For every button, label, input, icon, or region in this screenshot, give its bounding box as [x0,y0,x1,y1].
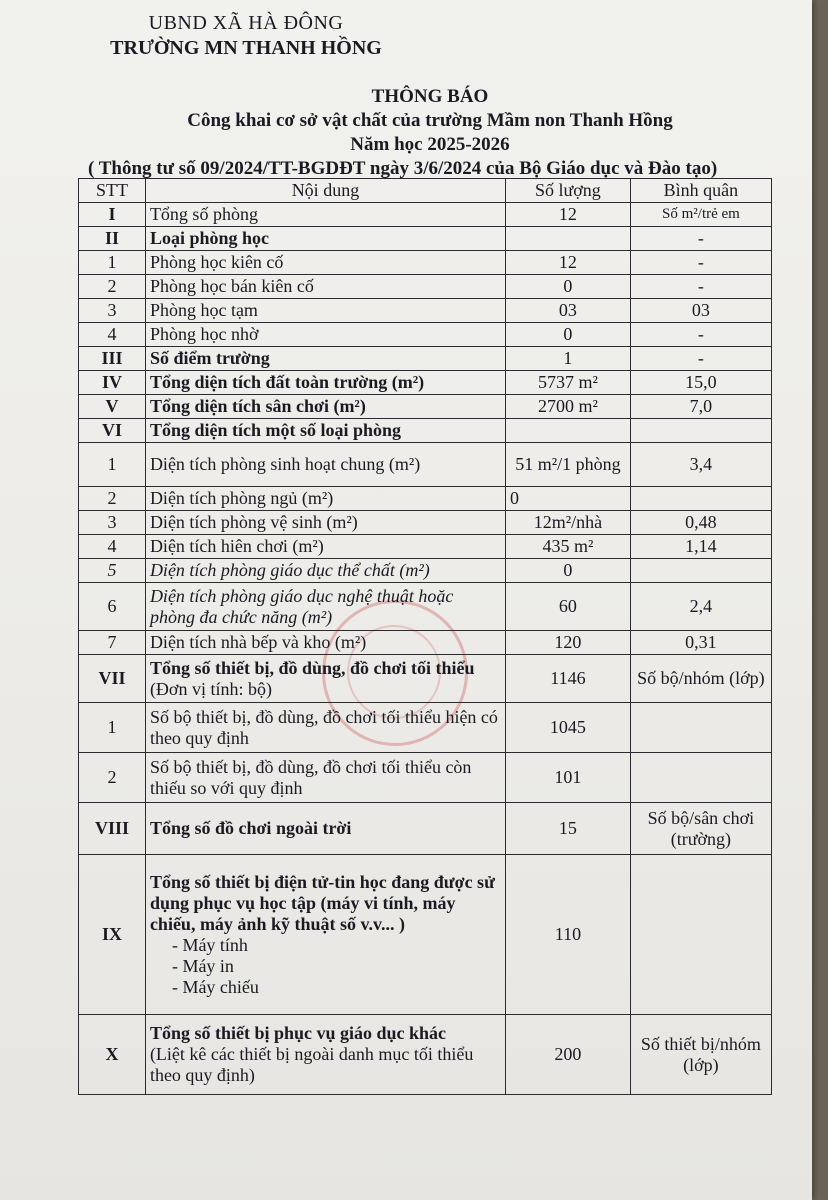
row-qty [505,419,630,443]
row-qty: 101 [505,753,630,803]
row-avg: - [630,323,771,347]
authority-name: UBND XÃ HÀ ĐÔNG [148,12,344,34]
row-content: Diện tích phòng ngủ (m²) [145,487,505,511]
row-avg: - [630,227,771,251]
row-avg: 1,14 [630,535,771,559]
row-avg [630,419,771,443]
row-stt: 1 [79,251,146,275]
document-title [60,86,800,180]
row-content: Số bộ thiết bị, đồ dùng, đồ chơi tối thiểu còn thiếu so với quy định [145,753,505,803]
row-avg: 7,0 [630,395,771,419]
table-row [79,855,772,1015]
row-qty: 5737 m² [505,371,630,395]
row-stt: VIII [79,803,146,855]
table-row [79,347,772,371]
row-avg: 15,0 [630,371,771,395]
row-avg: Số bộ/sân chơi (trường) [630,803,771,855]
row-content: Số điểm trường [145,347,505,371]
row-qty: 120 [505,631,630,655]
row-stt: 1 [79,703,146,753]
row-content: Phòng học tạm [145,299,505,323]
row-stt: I [79,203,146,227]
col-avg: Bình quân [630,179,771,203]
row-qty: 12 [505,251,630,275]
table-row [79,655,772,703]
table-header-row [79,179,772,203]
row-content: Diện tích phòng giáo dục nghệ thuật hoặc phòng đa chức năng (m²) [145,583,505,631]
list-item: - Máy in [172,956,501,977]
row-qty: 1146 [505,655,630,703]
row-avg: 0,48 [630,511,771,535]
device-list [150,935,501,998]
row-content: Tổng số thiết bị, đồ dùng, đồ chơi tối thiểu [149,657,475,678]
row-qty: 12m²/nhà [505,511,630,535]
school-name: TRƯỜNG MN THANH HỒNG [110,37,382,59]
row-content: Diện tích phòng giáo dục thể chất (m²) [145,559,505,583]
row-stt: 2 [79,275,146,299]
row-qty: 12 [505,203,630,227]
row-avg: 0,31 [630,631,771,655]
row-content: Diện tích phòng sinh hoạt chung (m²) [145,443,505,487]
row-qty: 435 m² [505,535,630,559]
table-row [79,323,772,347]
row-stt: 1 [79,443,146,487]
row-stt: III [79,347,146,371]
table-row [79,371,772,395]
row-content: Số bộ thiết bị, đồ dùng, đồ chơi tối thiểu hiện có theo quy định [145,703,505,753]
col-stt: STT [79,179,146,203]
row-stt: IX [79,855,146,1015]
row-content-note: (Liệt kê các thiết bị ngoài danh mục tối thiểu theo quy định) [149,1044,474,1085]
row-avg [630,487,771,511]
row-content: Tổng số thiết bị phục vụ giáo dục khác [149,1023,447,1043]
row-qty: 1045 [505,703,630,753]
row-stt: 3 [79,511,146,535]
row-stt: VI [79,419,146,443]
row-qty: 03 [505,299,630,323]
row-qty: 1 [505,347,630,371]
row-stt: 6 [79,583,146,631]
col-content: Nội dung [145,179,505,203]
row-content: Phòng học bán kiên cố [145,275,505,299]
table-row [79,419,772,443]
row-stt: 2 [79,753,146,803]
heading: THÔNG BÁO [371,86,489,107]
table-row [79,299,772,323]
col-qty: Số lượng [505,179,630,203]
row-content: Tổng số đồ chơi ngoài trời [145,803,505,855]
row-content: Diện tích phòng vệ sinh (m²) [145,511,505,535]
table-row [79,227,772,251]
row-avg: Số thiết bị/nhóm (lớp) [630,1015,771,1095]
row-qty: 200 [505,1015,630,1095]
table-row [79,753,772,803]
row-stt: 4 [79,323,146,347]
table-row [79,1015,772,1095]
row-avg: - [630,347,771,371]
table-row [79,203,772,227]
row-qty: 60 [505,583,630,631]
row-qty [505,227,630,251]
row-avg [630,703,771,753]
row-avg [630,753,771,803]
row-content: Tổng diện tích đất toàn trường (m²) [145,371,505,395]
subject-line: Công khai cơ sở vật chất của trường Mầm non Thanh Hồng [187,110,673,131]
row-stt: X [79,1015,146,1095]
row-qty: 0 [505,275,630,299]
table-row [79,395,772,419]
row-content-cell [145,855,505,1015]
row-content: Tổng số phòng [145,203,505,227]
row-stt: 5 [79,559,146,583]
table-row [79,559,772,583]
row-qty: 0 [505,487,630,511]
row-stt: IV [79,371,146,395]
row-avg: - [630,275,771,299]
row-avg: 03 [630,299,771,323]
row-content: Phòng học nhờ [145,323,505,347]
issuer-header [96,12,396,60]
row-avg: Số m²/trẻ em [630,203,771,227]
row-avg [630,559,771,583]
table-row [79,443,772,487]
row-stt: 3 [79,299,146,323]
row-content-note: (Đơn vị tính: bộ) [149,678,272,699]
row-content: Tổng diện tích sân chơi (m²) [145,395,505,419]
row-stt: 4 [79,535,146,559]
row-stt: 2 [79,487,146,511]
legal-basis: ( Thông tư số 09/2024/TT-BGDĐT ngày 3/6/2024 của Bộ Giáo dục và Đào tạo) [88,158,718,179]
list-item: - Máy tính [172,935,501,956]
row-avg: 2,4 [630,583,771,631]
school-year: Năm học 2025-2026 [350,134,510,155]
row-avg: - [630,251,771,275]
row-qty: 0 [505,559,630,583]
row-stt: II [79,227,146,251]
facility-table [78,178,772,1095]
row-qty: 15 [505,803,630,855]
table-row [79,275,772,299]
row-content: Tổng diện tích một số loại phòng [145,419,505,443]
list-item: - Máy chiếu [172,977,501,998]
table-row [79,703,772,753]
table-row [79,535,772,559]
row-content: Loại phòng học [145,227,505,251]
row-content: Diện tích hiên chơi (m²) [145,535,505,559]
row-qty: 51 m²/1 phòng [505,443,630,487]
row-avg [630,855,771,1015]
table-row [79,511,772,535]
row-qty: 110 [505,855,630,1015]
row-content-cell [145,655,505,703]
row-stt: V [79,395,146,419]
row-avg: Số bộ/nhóm (lớp) [630,655,771,703]
row-qty: 0 [505,323,630,347]
row-avg: 3,4 [630,443,771,487]
table-row [79,631,772,655]
row-stt: VII [79,655,146,703]
row-content: Diện tích nhà bếp và kho (m²) [145,631,505,655]
table-row [79,803,772,855]
row-content: Phòng học kiên cố [145,251,505,275]
row-stt: 7 [79,631,146,655]
table-row [79,487,772,511]
table-row [79,251,772,275]
table-row [79,583,772,631]
row-content: Tổng số thiết bị điện tử-tin học đang được sử dụng phục vụ học tập (máy vi tính, máy chiếu, máy ảnh kỹ thuật số v.v... ) [149,871,495,934]
row-content-cell [145,1015,505,1095]
row-qty: 2700 m² [505,395,630,419]
